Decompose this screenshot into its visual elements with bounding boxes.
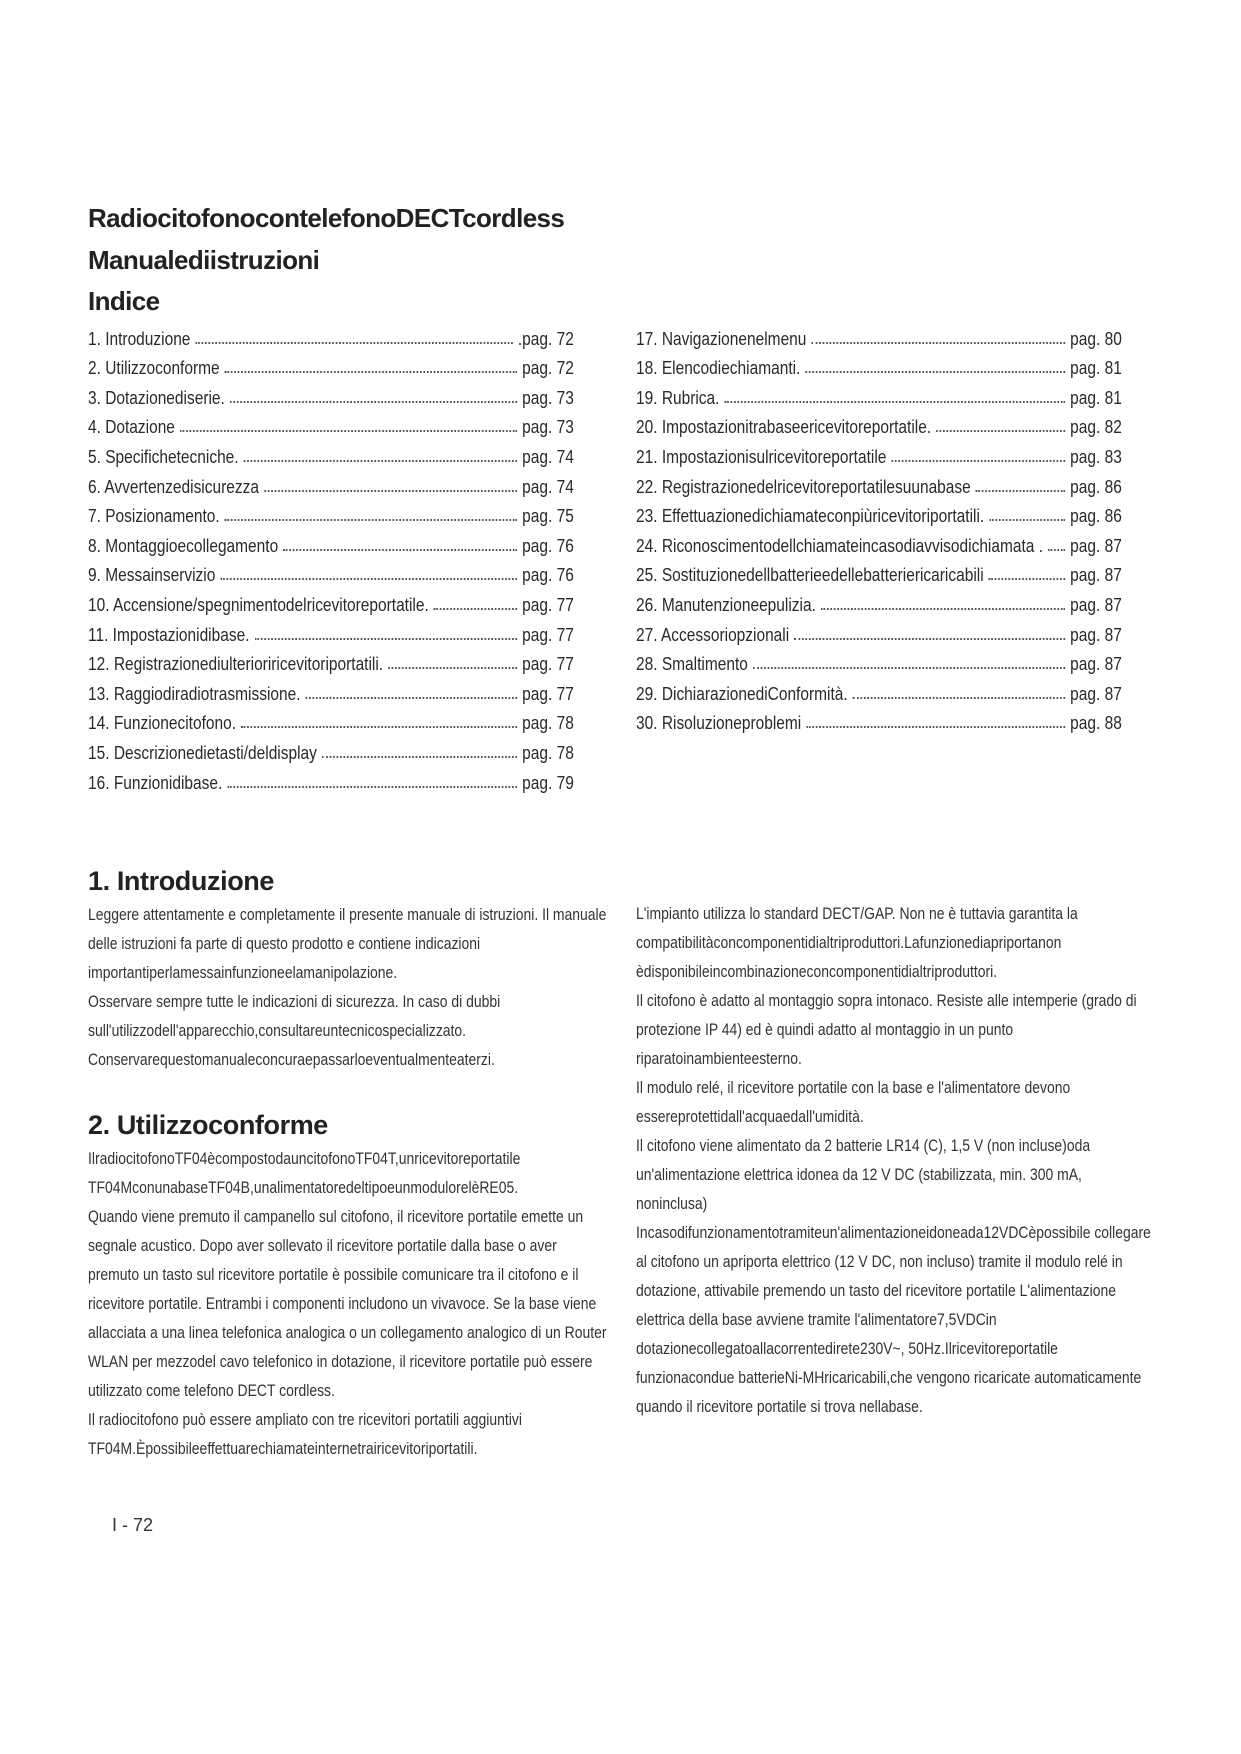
toc-entry-page: pag. 80	[1070, 328, 1122, 349]
toc-leader-dots	[255, 638, 517, 640]
document-title: RadiocitofonocontelefonoDECTcordless	[88, 203, 565, 233]
toc-entry-page: pag. 87	[1070, 535, 1122, 556]
toc-entry-page: pag. 87	[1070, 565, 1122, 586]
toc-entry-label: 1. Introduzione	[88, 328, 191, 349]
toc-entry-label: 26. Manutenzioneepulizia.	[636, 594, 816, 615]
toc-entry	[88, 764, 574, 794]
toc-entry-label: 28. Smaltimento	[636, 654, 748, 675]
toc-entry-page: pag. 82	[1070, 417, 1122, 438]
toc-leader-dots	[806, 371, 1065, 373]
toc-entry-page: pag. 83	[1070, 446, 1122, 467]
toc-entry-page: pag. 76	[522, 535, 574, 556]
toc-entry	[636, 350, 1122, 380]
paragraph: Incasodifunzionamentotramiteun'alimentazioneidoneada12VDCèpossibile collegare al citofono un apriporta elettrico (12 V DC, non incluso) tramite il modulo relé in dotazione, attivabile premendo un tasto del ricevitore portatile L'alimentazione elettrica della base avviene tramite l'alimentatore7,5VDCin dotazionecollegatoallacorrentedirete230V~, 50Hz.Ilricevitoreportatile funzionacondue batterieNi-MHricaricabili,che vengono ricaricate automaticamente quando il ricevitore portatile si trova nellabase.	[636, 1223, 1151, 1416]
toc-entry-label: 20. Impostazionitrabaseericevitoreportatile.	[636, 417, 932, 438]
toc-entry-page: pag. 73	[522, 387, 574, 408]
toc-leader-dots	[794, 638, 1065, 640]
toc-leader-dots	[434, 608, 517, 610]
toc-entry	[636, 468, 1122, 498]
paragraph: Leggere attentamente e completamente il presente manuale di istruzioni. Il manuale delle istruzioni fa parte di questo prodotto e contiene indicazioni importantiperlamessainfunzioneelamanipolazione.	[88, 905, 607, 982]
toc-leader-dots	[725, 401, 1065, 403]
toc-leader-dots	[306, 697, 517, 699]
toc-entry-page: pag. 78	[522, 713, 574, 734]
toc-leader-dots	[989, 519, 1065, 521]
toc-entry-page: pag. 76	[522, 565, 574, 586]
toc-entry-label: 16. Funzionidibase.	[88, 772, 223, 793]
toc-entry-page: pag. 78	[522, 742, 574, 763]
toc-entry-page: pag. 73	[522, 417, 574, 438]
toc-entry-page: pag. 86	[1070, 476, 1122, 497]
toc-entry-label: 9. Messainservizio	[88, 565, 216, 586]
toc-entry-page: pag. 77	[522, 654, 574, 675]
toc-entry-page: pag. 87	[1070, 594, 1122, 615]
toc-leader-dots	[230, 401, 517, 403]
toc-entry	[636, 646, 1122, 676]
paragraph: Il modulo relé, il ricevitore portatile con la base e l'alimentatore devono essereprotettidall'acquaedall'umidità.	[636, 1078, 1071, 1126]
toc-entry-page: pag. 77	[522, 624, 574, 645]
toc-right-column	[636, 320, 1123, 734]
toc-entry-label: 23. Effettuazionedichiamateconpiùricevitoriportatili.	[636, 506, 985, 527]
toc-entry-page: pag. 79	[522, 772, 574, 793]
toc-entry	[636, 409, 1122, 439]
toc-leader-dots	[227, 786, 517, 788]
toc-entry-page: pag. 86	[1070, 506, 1122, 527]
toc-entry-label: 24. Riconoscimentodellchiamateincasodiavvisodichiamata .	[636, 535, 1043, 556]
toc-entry-label: 14. Funzionecitofono.	[88, 713, 237, 734]
toc-leader-dots	[853, 697, 1065, 699]
toc-entry-page: pag. 87	[1070, 683, 1122, 704]
toc-entry-label: 2. Utilizzoconforme	[88, 358, 220, 379]
toc-leader-dots	[241, 726, 517, 728]
toc-entry	[636, 379, 1122, 409]
toc-entry-label: 7. Posizionamento.	[88, 506, 220, 527]
toc-leader-dots	[753, 667, 1065, 669]
toc-entry-label: 18. Elencodiechiamanti.	[636, 358, 801, 379]
toc-leader-dots	[264, 490, 517, 492]
toc-entry-page: pag. 74	[522, 476, 574, 497]
toc-entry-label: 19. Rubrica.	[636, 387, 720, 408]
section-heading-utilizzo-conforme: 2. Utilizzoconforme	[88, 1110, 328, 1140]
toc-entry-label: 5. Specifichetecniche.	[88, 446, 239, 467]
toc-entry-label: 13. Raggiodiradiotrasmissione.	[88, 683, 301, 704]
index-heading: Indice	[88, 286, 160, 316]
toc-entry-label: 17. Navigazionenelmenu	[636, 328, 807, 349]
toc-entry	[88, 320, 574, 350]
toc-entry-page: pag. 87	[1070, 624, 1122, 645]
toc-entry-page: pag. 88	[1070, 713, 1122, 734]
toc-entry-page: .pag. 72	[517, 328, 574, 349]
toc-leader-dots	[244, 460, 517, 462]
toc-entry	[636, 320, 1122, 350]
toc-entry	[88, 498, 574, 528]
toc-entry	[636, 438, 1122, 468]
toc-entry-label: 25. Sostituzionedellbatterieedellebatteriericaricabili	[636, 565, 984, 586]
toc-entry	[636, 675, 1122, 705]
toc-entry-label: 4. Dotazione	[88, 417, 175, 438]
page-number: I - 72	[112, 1515, 154, 1535]
toc-entry	[88, 468, 574, 498]
toc-entry-page: pag. 74	[522, 446, 574, 467]
toc-entry	[88, 586, 574, 616]
utilizzo-conforme-body	[88, 1144, 608, 1463]
paragraph: Osservare sempre tutte le indicazioni di sicurezza. In caso di dubbi sull'utilizzodell'apparecchio,consultareuntecnicospecializzato.	[88, 992, 501, 1040]
toc-leader-dots	[180, 430, 517, 432]
toc-leader-dots	[225, 519, 517, 521]
paragraph: Quando viene premuto il campanello sul citofono, il ricevitore portatile emette un segnale acustico. Dopo aver sollevato il ricevitore portatile dalla base o aver premuto un tasto sul ricevitore portatile è possibile comunicare tra il citofono e il ricevitore portatile. Entrambi i componenti includono un vivavoce. Se la base viene allacciata a una linea telefonica analogica o un collegamento analogico di un Router WLAN per mezzodel cavo telefonico in dotazione, il ricevitore portatile può essere utilizzato come telefono DECT cordless.	[88, 1207, 607, 1400]
toc-entry-label: 8. Montaggioecollegamento	[88, 535, 279, 556]
toc-entry	[88, 734, 574, 764]
toc-leader-dots	[225, 371, 517, 373]
paragraph: Il radiocitofono può essere ampliato con tre ricevitori portatili aggiuntivi TF04M.Èpossibileeffettuarechiamateinternetrairicevitoriportatili.	[88, 1410, 522, 1458]
toc-entry-page: pag. 87	[1070, 654, 1122, 675]
toc-entry-label: 3. Dotazionediserie.	[88, 387, 225, 408]
toc-entry-page: pag. 75	[522, 506, 574, 527]
toc-entry-label: 15. Descrizionedietasti/deldisplay	[88, 742, 317, 763]
paragraph: IlradiocitofonoTF04ècompostodauncitofonoTF04T,unricevitoreportatile TF04MconunabaseTF04B,unalimentatoredeltipoeunmodulorelèRE05.	[88, 1149, 521, 1197]
toc-leader-dots	[283, 549, 517, 551]
toc-entry	[88, 438, 574, 468]
toc-entry-label: 30. Risoluzioneproblemi	[636, 713, 802, 734]
toc-entry-label: 6. Avvertenzedisicurezza	[88, 476, 259, 497]
toc-leader-dots	[989, 578, 1065, 580]
introduzione-body	[88, 900, 608, 1074]
toc-leader-dots	[196, 342, 513, 344]
document-subtitle: Manualediistruzioni	[88, 245, 320, 275]
toc-leader-dots	[976, 490, 1065, 492]
toc-entry	[88, 527, 574, 557]
toc-entry-label: 11. Impostazionidibase.	[88, 624, 250, 645]
toc-entry-label: 27. Accessoriopzionali	[636, 624, 790, 645]
toc-entry	[88, 409, 574, 439]
toc-entry-label: 21. Impostazionisulricevitoreportatile	[636, 446, 887, 467]
toc-entry-page: pag. 72	[522, 358, 574, 379]
toc-leader-dots	[806, 726, 1065, 728]
toc-entry-page: pag. 81	[1070, 358, 1122, 379]
toc-entry	[88, 616, 574, 646]
toc-leader-dots	[892, 460, 1065, 462]
toc-entry	[636, 498, 1122, 528]
toc-entry	[88, 350, 574, 380]
toc-entry	[636, 527, 1122, 557]
toc-entry-label: 10. Accensione/spegnimentodelricevitoreportatile.	[88, 594, 429, 615]
toc-leader-dots	[812, 342, 1065, 344]
toc-entry	[636, 586, 1122, 616]
toc-entry	[636, 557, 1122, 587]
section-heading-introduzione: 1. Introduzione	[88, 866, 274, 896]
toc-entry	[88, 557, 574, 587]
toc-entry	[88, 675, 574, 705]
paragraph: Il citofono viene alimentato da 2 batterie LR14 (C), 1,5 V (non incluse)oda un'alimentazione elettrica idonea da 12 V DC (stabilizzata, min. 300 mA, noninclusa)	[636, 1136, 1091, 1213]
toc-left-column	[88, 320, 575, 794]
paragraph: Il citofono è adatto al montaggio sopra intonaco. Resiste alle intemperie (grado di protezione IP 44) ed è quindi adatto al montaggio in un punto riparatoinambienteesterno.	[636, 991, 1137, 1068]
toc-entry-page: pag. 81	[1070, 387, 1122, 408]
toc-entry	[636, 705, 1122, 735]
toc-entry	[636, 616, 1122, 646]
toc-leader-dots	[821, 608, 1065, 610]
toc-entry	[88, 379, 574, 409]
toc-entry-label: 12. Registrazionediulterioriricevitoriportatili.	[88, 654, 384, 675]
toc-leader-dots	[936, 430, 1065, 432]
toc-leader-dots	[388, 667, 517, 669]
toc-entry-label: 22. Registrazionedelricevitoreportatilesuunabase	[636, 476, 971, 497]
toc-entry	[88, 705, 574, 735]
toc-entry	[88, 646, 574, 676]
right-column-body	[636, 899, 1156, 1421]
paragraph: Conservarequestomanualeconcuraepassarloeventualmenteaterzi.	[88, 1050, 495, 1069]
toc-leader-dots	[1048, 549, 1065, 551]
toc-entry-page: pag. 77	[522, 683, 574, 704]
toc-entry-page: pag. 77	[522, 594, 574, 615]
paragraph: L'impianto utilizza lo standard DECT/GAP. Non ne è tuttavia garantita la compatibilitàconcomponentidialtriproduttori.Lafunzionediapriportanon èdisponibileincombinazioneconcomponentidialtriproduttori.	[636, 904, 1078, 981]
toc-entry-label: 29. DichiarazionediConformità.	[636, 683, 848, 704]
toc-leader-dots	[322, 756, 517, 758]
toc-leader-dots	[220, 578, 517, 580]
